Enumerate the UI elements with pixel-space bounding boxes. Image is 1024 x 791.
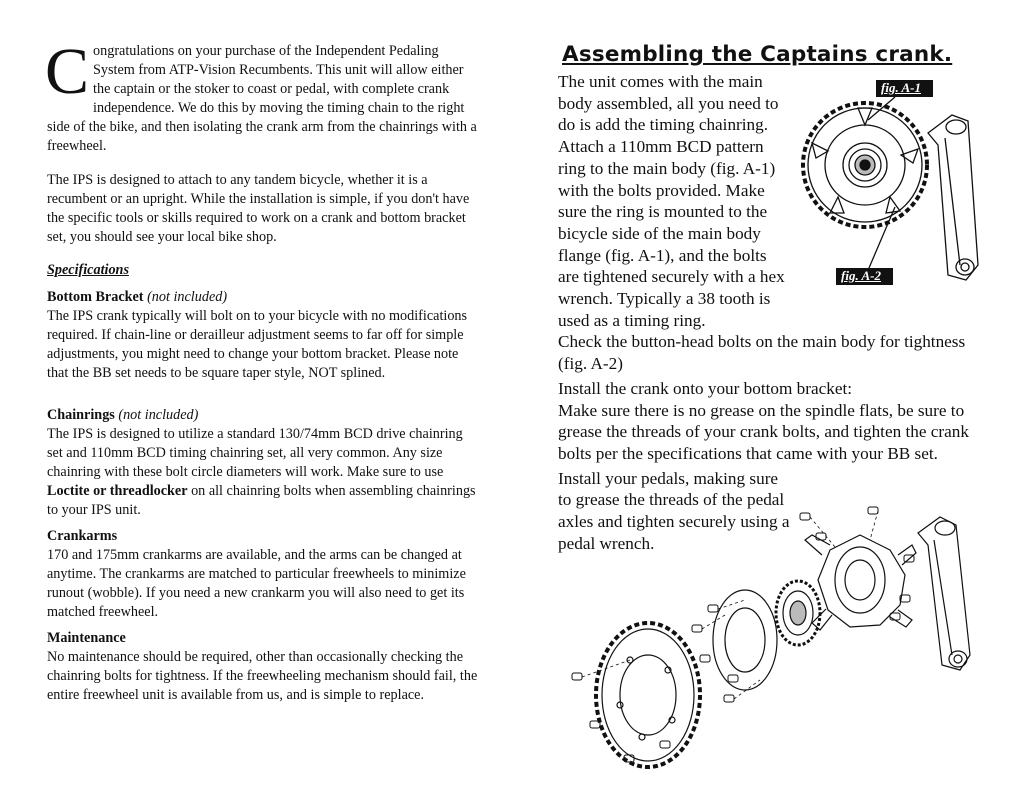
intro-paragraph (45, 35, 479, 156)
intro-text: ongratulations on your purchase of the Independent Pedaling System from ATP-Vision Recumbents. This unit will allow either the captain or the stoker to coast or pedal, with complete crank independence. We do this by moving the timing chain to the right side of the bike, and then isolating the crank arm from the chainrings with a freewheel. (47, 43, 477, 154)
assembled-crank-figure (800, 75, 1010, 290)
page-title: Assembling the Captains crank. (562, 42, 953, 67)
chainrings-heading (47, 406, 479, 425)
drop-cap: C (45, 35, 90, 108)
chainrings-title: Chainrings (47, 407, 115, 423)
left-page (45, 35, 479, 705)
maintenance-heading: Maintenance (47, 630, 126, 646)
fig-a2-label: fig. A-2 (836, 268, 893, 285)
install-crank-paragraph: Make sure there is no grease on the spindle flats, be sure to grease the threads of your crank bolts, and tighten the crank bolts per the specifications that came with your BB set. (558, 400, 969, 463)
exploded-crank-drawing (560, 495, 1010, 785)
maintenance-body: No maintenance should be required, other than occasionally checking the chainring bolts for tightness. If the freewheeling mechanism should fail, the entire freewheel unit is available from us, and is simple to replace. (47, 649, 478, 703)
crankarms-body: 170 and 175mm crankarms are available, and the arms can be changed at anytime. The crankarms are matched to particular freewheels to minimize runout (wobble). If you need a new crankarm you will also need to get its matched freewheel. (47, 547, 466, 620)
fig-a1-label: fig. A-1 (876, 80, 933, 97)
assembly-paragraph: The unit comes with the main body assembled, all you need to do is add the timing chainring. Attach a 110mm BCD pattern ring to the main body (fig. A-1) with the bolts provided. Make sure the ring is mounted to the bicycle side of the main body flange (fig. A-1), and the bolts are tightened securely with a hex wrench. Typically a 38 tooth is used as a timing ring. (558, 72, 785, 330)
assembled-crank-drawing (800, 75, 1010, 290)
bottom-bracket-body: The IPS crank typically will bolt on to your bicycle with no modifications required. If chain-line or derailleur adjustment seems to far off for simple adjustments, you might need to change your bottom bracket. Please note that the BB set needs to be square taper style, NOT splined. (47, 308, 468, 381)
bottom-bracket-title: Bottom Bracket (47, 289, 144, 305)
loctite-emphasis: Loctite or threadlocker (47, 483, 188, 499)
chainrings-body-part2: on all chainring bolts when assembling chainrings to your IPS unit. (47, 483, 476, 518)
crankarms-heading: Crankarms (47, 528, 118, 544)
bottom-bracket-note: (not included) (147, 289, 228, 305)
exploded-crank-figure (560, 495, 1010, 785)
chainrings-note: (not included) (118, 407, 199, 423)
bottom-bracket-heading (47, 288, 479, 307)
chainrings-body-part1: The IPS is designed to utilize a standard 130/74mm BCD drive chainring set and 110mm BCD timing chainring set, all very common. Any size chainring with these bolt circle diameters will work. Make sure to use (47, 426, 463, 480)
button-head-paragraph: Check the button-head bolts on the main body for tightness (fig. A-2) (558, 332, 966, 374)
pedals-paragraph: Install your pedals, making sure to grease the threads of the pedal axles and tighten securely using a pedal wrench. (558, 468, 790, 553)
install-crank-heading: Install the crank onto your bottom bracket: (558, 378, 853, 398)
chainrings-body (47, 425, 479, 520)
design-paragraph: The IPS is designed to attach to any tandem bicycle, whether it is a recumbent or an upright. While the installation is simple, if you don't have the specific tools or skills required to work on a crank and bottom bracket set, you should see your local bike shop. (47, 172, 470, 245)
specifications-heading: Specifications (47, 262, 129, 278)
